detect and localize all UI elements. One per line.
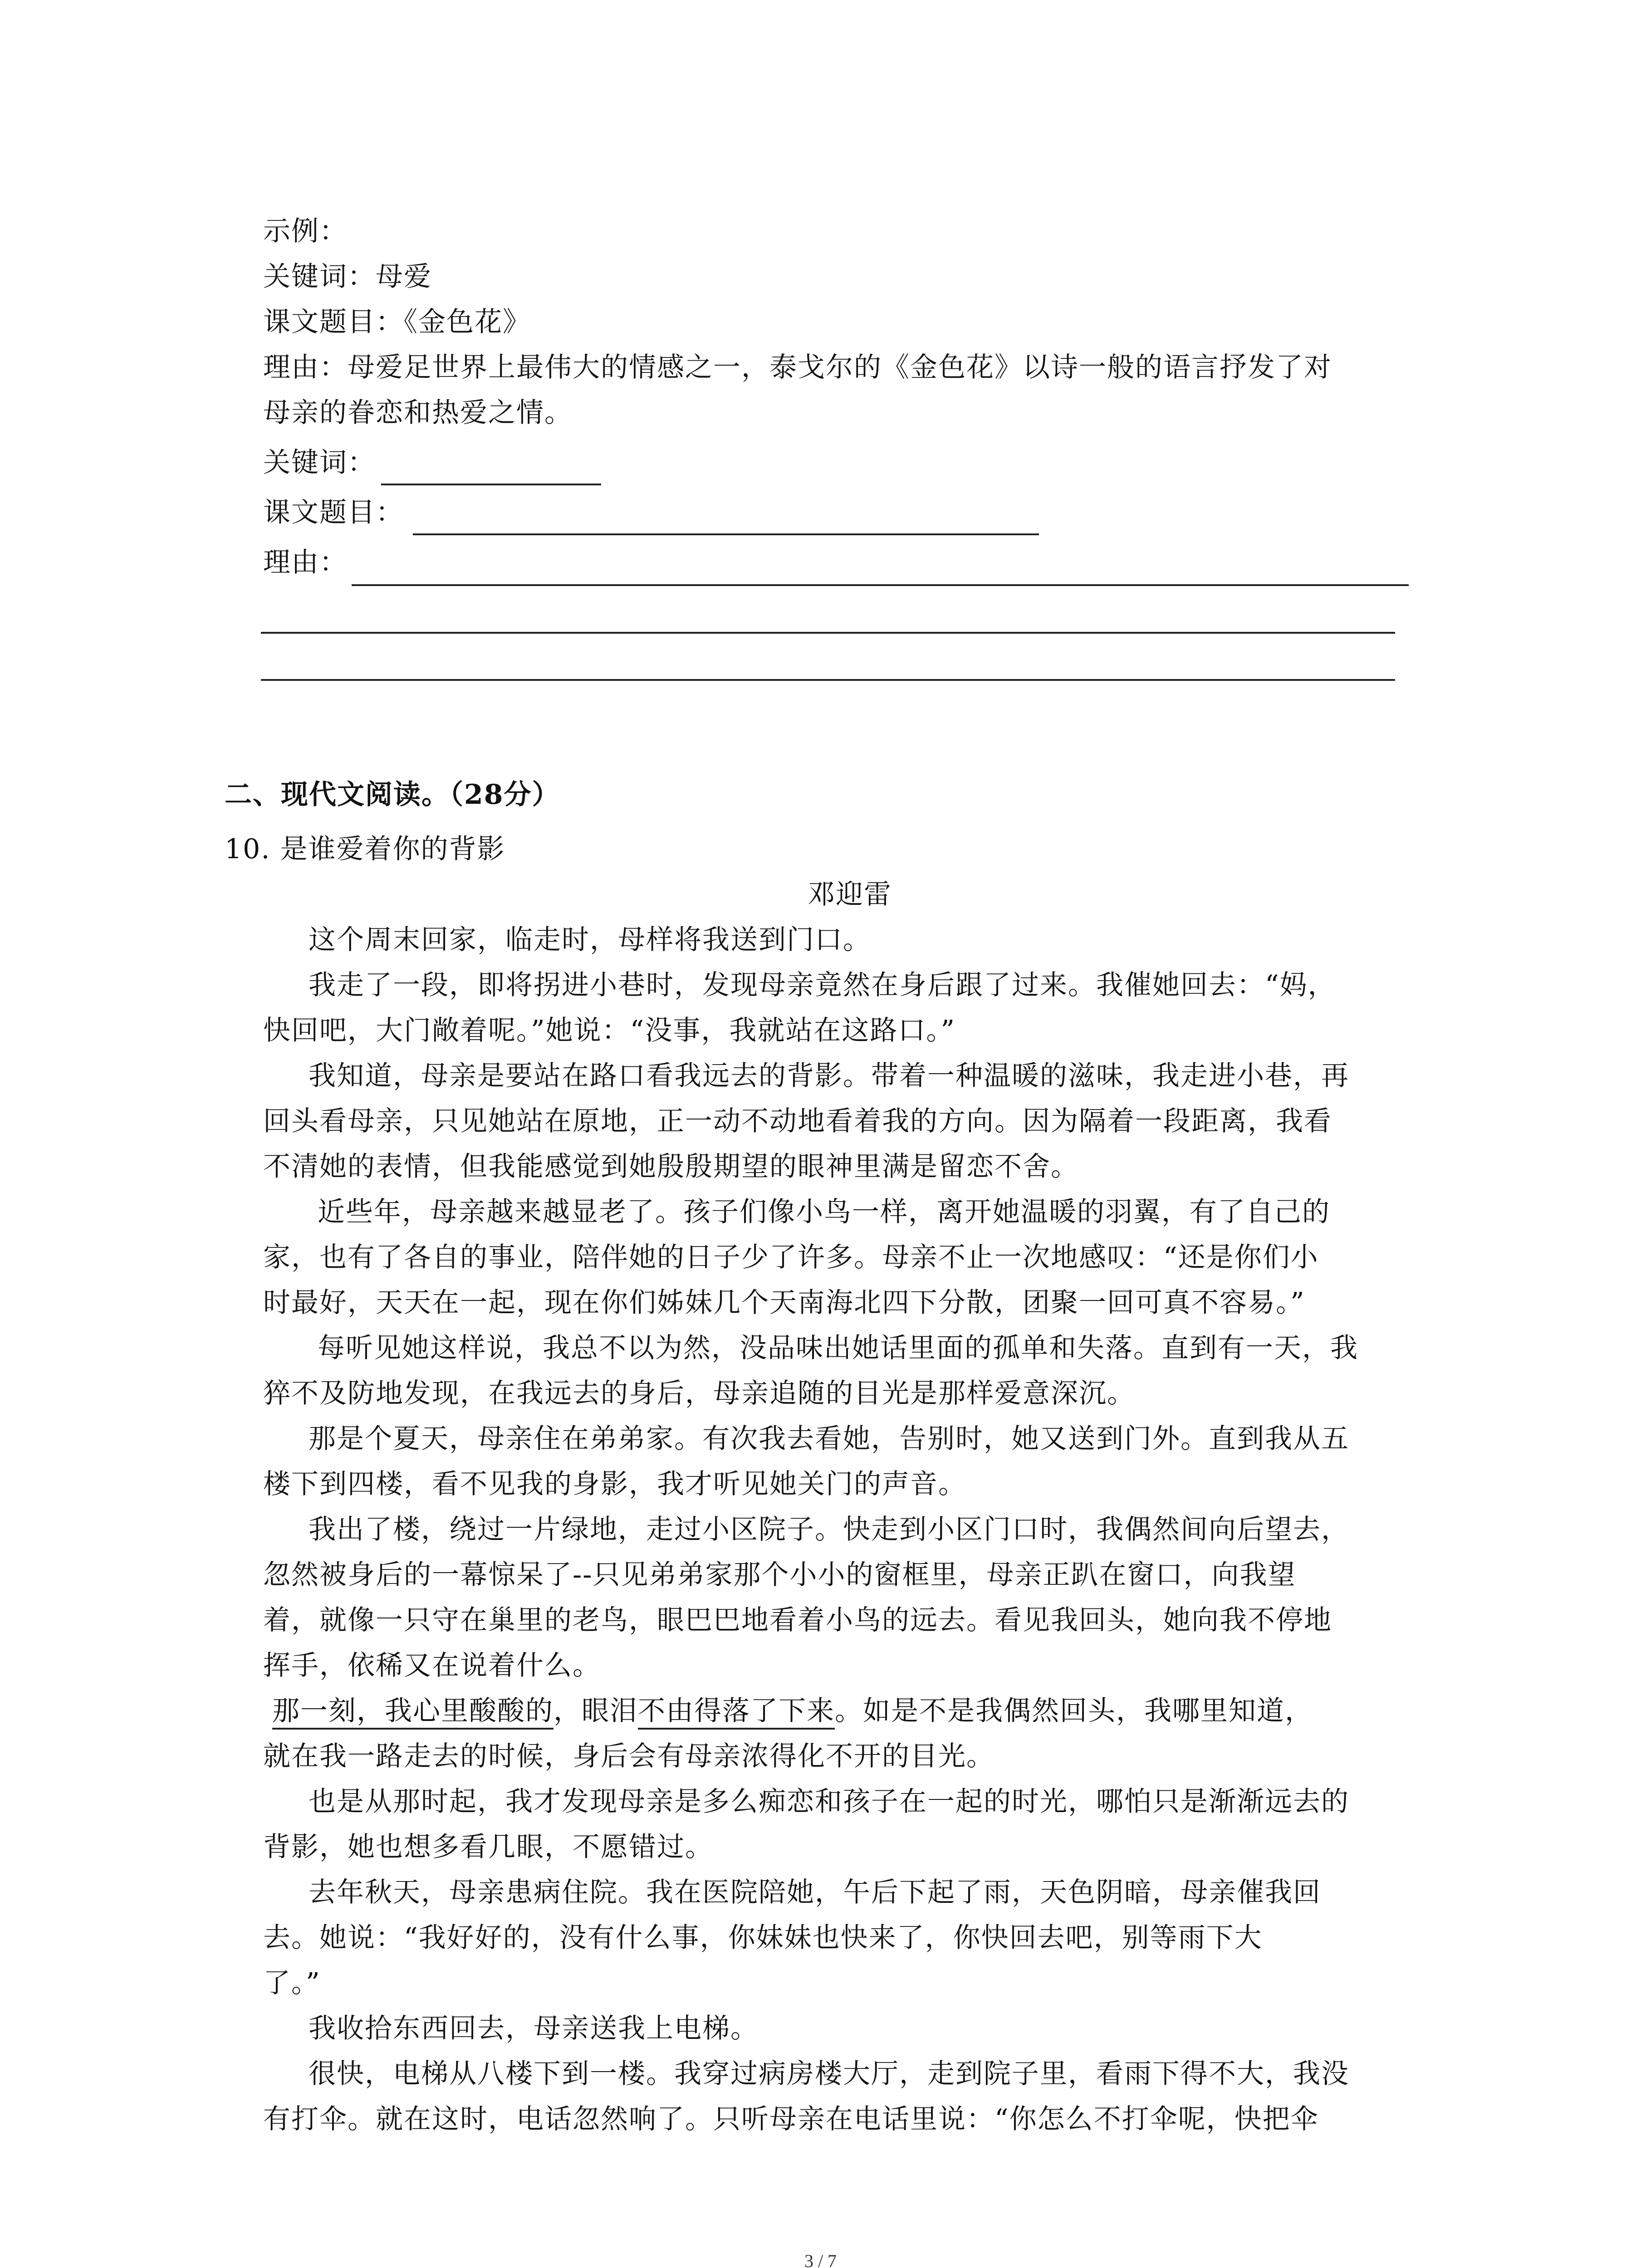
answer-keyword-label: 关键词：	[263, 447, 376, 479]
passage-line: 回头看母亲，只见她站在原地，正一动不动地看着我的方向。因为隔着一段距离，我看	[263, 1105, 1332, 1137]
answer-reason-blank-1[interactable]	[352, 584, 1409, 586]
passage-line: 我走了一段，即将拐进小巷时，发现母亲竟然在身后跟了过来。我催她回去：“妈，	[309, 969, 1336, 1001]
passage-line: 着，就像一只守在巢里的老鸟，眼巴巴地看着小鸟的远去。看见我回头，她向我不停地	[263, 1604, 1332, 1636]
section-heading: 二、现代文阅读。（28分）	[225, 779, 560, 811]
passage-text: 。如是不是我偶然回头，我哪里知道，	[835, 1695, 1313, 1727]
example-title: 课文题目：《金色花》	[263, 306, 531, 338]
passage-line: 我出了楼，绕过一片绿地，走过小区院子。快走到小区门口时，我偶然间向后望去，	[309, 1514, 1349, 1545]
passage-line: 去年秋天，母亲患病住院。我在医院陪她，午后下起了雨，天色阴暗，母亲催我回	[309, 1877, 1321, 1908]
passage-line: 近些年，母亲越来越显老了。孩子们像小鸟一样，离开她温暖的羽翼，有了自己的	[318, 1196, 1330, 1228]
passage-author: 邓迎雷	[808, 879, 892, 910]
example-keyword: 关键词：母爱	[263, 261, 432, 293]
underlined-phrase: 那一刻，我心里酸酸的	[272, 1695, 554, 1730]
answer-reason-label: 理由：	[263, 547, 348, 578]
passage-line: 那是个夏天，母亲住在弟弟家。有次我去看她，告别时，她又送到门外。直到我从五	[309, 1423, 1349, 1455]
passage-line: 很快，电梯从八楼下到一楼。我穿过病房楼大厅，走到院子里，看雨下得不大，我没	[309, 2058, 1349, 2090]
question-title: 10. 是谁爱着你的背影	[225, 833, 505, 865]
answer-reason-blank-3[interactable]	[261, 679, 1395, 681]
passage-line: 挥手，依稀又在说着什么。	[263, 1650, 601, 1681]
answer-title-blank[interactable]	[413, 533, 1039, 535]
passage-line: 去。她说：“我好好的，没有什么事，你妹妹也快来了，你快回去吧，别等雨下大	[263, 1922, 1263, 1954]
answer-keyword-blank[interactable]	[381, 484, 601, 485]
answer-reason-blank-2[interactable]	[261, 632, 1395, 634]
passage-line: 时最好，天天在一起，现在你们姊妹几个天南海北四下分散，团聚一回可真不容易。”	[263, 1287, 1305, 1319]
passage-line: 也是从那时起，我才发现母亲是多么痴恋和孩子在一起的时光，哪怕只是渐渐远去的	[309, 1786, 1349, 1818]
passage-line: 猝不及防地发现，在我远去的身后，母亲追随的目光是那样爱意深沉。	[263, 1378, 1135, 1409]
passage-line: 就在我一路走去的时候，身后会有母亲浓得化不开的目光。	[263, 1740, 994, 1772]
passage-line: 家，也有了各自的事业，陪伴她的日子少了许多。母亲不止一次地感叹：“还是你们小	[263, 1242, 1319, 1273]
passage-line: 这个周末回家，临走时，母样将我送到门口。	[309, 924, 871, 956]
answer-title-label: 课文题目：	[263, 497, 404, 528]
passage-line: 我收拾东西回去，母亲送我上电梯。	[309, 2013, 759, 2044]
underlined-phrase: 不由得落了下来	[638, 1695, 835, 1730]
passage-line: 楼下到四楼，看不见我的身影，我才听见她关门的声音。	[263, 1468, 966, 1500]
passage-line: 背影，她也想多看几眼，不愿错过。	[263, 1831, 713, 1863]
example-reason-line-1: 理由：母爱足世界上最伟大的情感之一，泰戈尔的《金色花》以诗一般的语言抒发了对	[263, 352, 1332, 383]
passage-line: 不清她的表情，但我能感觉到她殷殷期望的眼神里满是留恋不舍。	[263, 1151, 1079, 1183]
example-label: 示例：	[263, 215, 348, 247]
page-number: 3 / 7	[804, 2251, 837, 2268]
example-reason-line-2: 母亲的眷恋和热爱之情。	[263, 397, 573, 429]
passage-line: 了。”	[263, 1967, 321, 1999]
passage-line: 我知道，母亲是要站在路口看我远去的背影。带着一种温暖的滋味，我走进小巷，再	[309, 1060, 1349, 1092]
passage-line-underlined	[272, 1693, 1313, 1729]
passage-line: 快回吧，大门敞着呢。”她说：“没事，我就站在这路口。”	[263, 1015, 956, 1046]
passage-text: ，眼泪	[554, 1695, 638, 1727]
passage-line: 有打伞。就在这时，电话忽然响了。只听母亲在电话里说：“你怎么不打伞呢，快把伞	[263, 2103, 1319, 2135]
passage-line: 忽然被身后的一幕惊呆了--只见弟弟家那个小小的窗框里，母亲正趴在窗口，向我望	[263, 1559, 1296, 1591]
passage-line: 每听见她这样说，我总不以为然，没品味出她话里面的孤单和失落。直到有一天，我	[318, 1332, 1358, 1364]
